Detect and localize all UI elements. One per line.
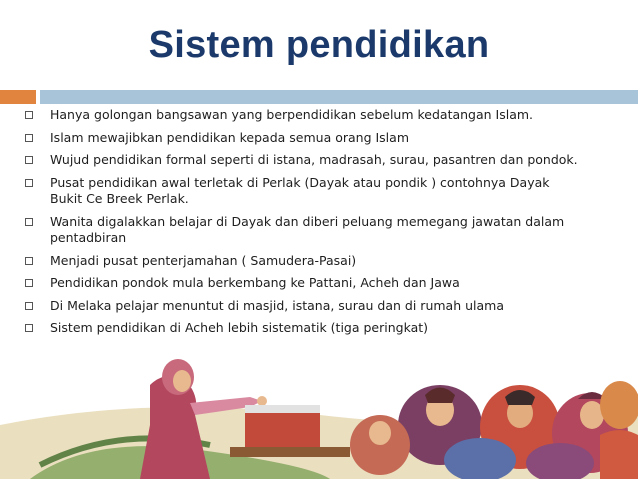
square-bullet-icon bbox=[25, 111, 33, 119]
bullet-text: Wanita digalakkan belajar di Dayak dan diberi peluang memegang jawatan dalam pentadbiran bbox=[50, 213, 565, 245]
square-bullet-icon bbox=[25, 179, 33, 187]
bullet-item bbox=[0, 298, 638, 315]
bullet-text: Islam mewajibkan pendidikan kepada semua orang Islam bbox=[50, 129, 409, 145]
title-accent-bar-blue bbox=[40, 90, 638, 104]
square-bullet-icon bbox=[25, 279, 33, 287]
square-bullet-icon bbox=[25, 218, 33, 226]
square-bullet-icon bbox=[25, 324, 33, 332]
bullet-item bbox=[0, 320, 638, 337]
title-accent-bar-orange bbox=[0, 90, 36, 104]
bullet-item bbox=[0, 175, 638, 208]
bullet-item bbox=[0, 214, 638, 247]
slide-title: Sistem pendidikan bbox=[148, 24, 490, 66]
bullet-text: Di Melaka pelajar menuntut di masjid, istana, surau dan di rumah ulama bbox=[50, 297, 504, 313]
bullet-text: Menjadi pusat penterjamahan ( Samudera-Pasai) bbox=[50, 252, 357, 268]
bullet-text: Wujud pendidikan formal seperti di istana, madrasah, surau, pasantren dan pondok. bbox=[50, 152, 578, 167]
square-bullet-icon bbox=[25, 257, 33, 265]
classroom-illustration bbox=[0, 355, 638, 479]
bullet-list bbox=[0, 107, 638, 343]
square-bullet-icon bbox=[25, 302, 33, 310]
bullet-item bbox=[0, 152, 638, 169]
square-bullet-icon bbox=[25, 134, 33, 142]
bullet-item bbox=[0, 253, 638, 270]
square-bullet-icon bbox=[25, 156, 33, 164]
bullet-text: Hanya golongan bangsawan yang berpendidikan sebelum kedatangan Islam. bbox=[50, 107, 534, 122]
bullet-text: Pusat pendidikan awal terletak di Perlak (Dayak atau pondik ) contohnya Dayak Bukit Ce Breek Perlak. bbox=[50, 174, 550, 206]
bullet-item bbox=[0, 130, 638, 147]
bullet-text: Pendidikan pondok mula berkembang ke Pattani, Acheh dan Jawa bbox=[50, 275, 460, 290]
bullet-text: Sistem pendidikan di Acheh lebih sistematik (tiga peringkat) bbox=[50, 320, 429, 335]
bullet-item bbox=[0, 107, 638, 124]
bullet-item bbox=[0, 275, 638, 292]
students-group bbox=[350, 381, 638, 479]
